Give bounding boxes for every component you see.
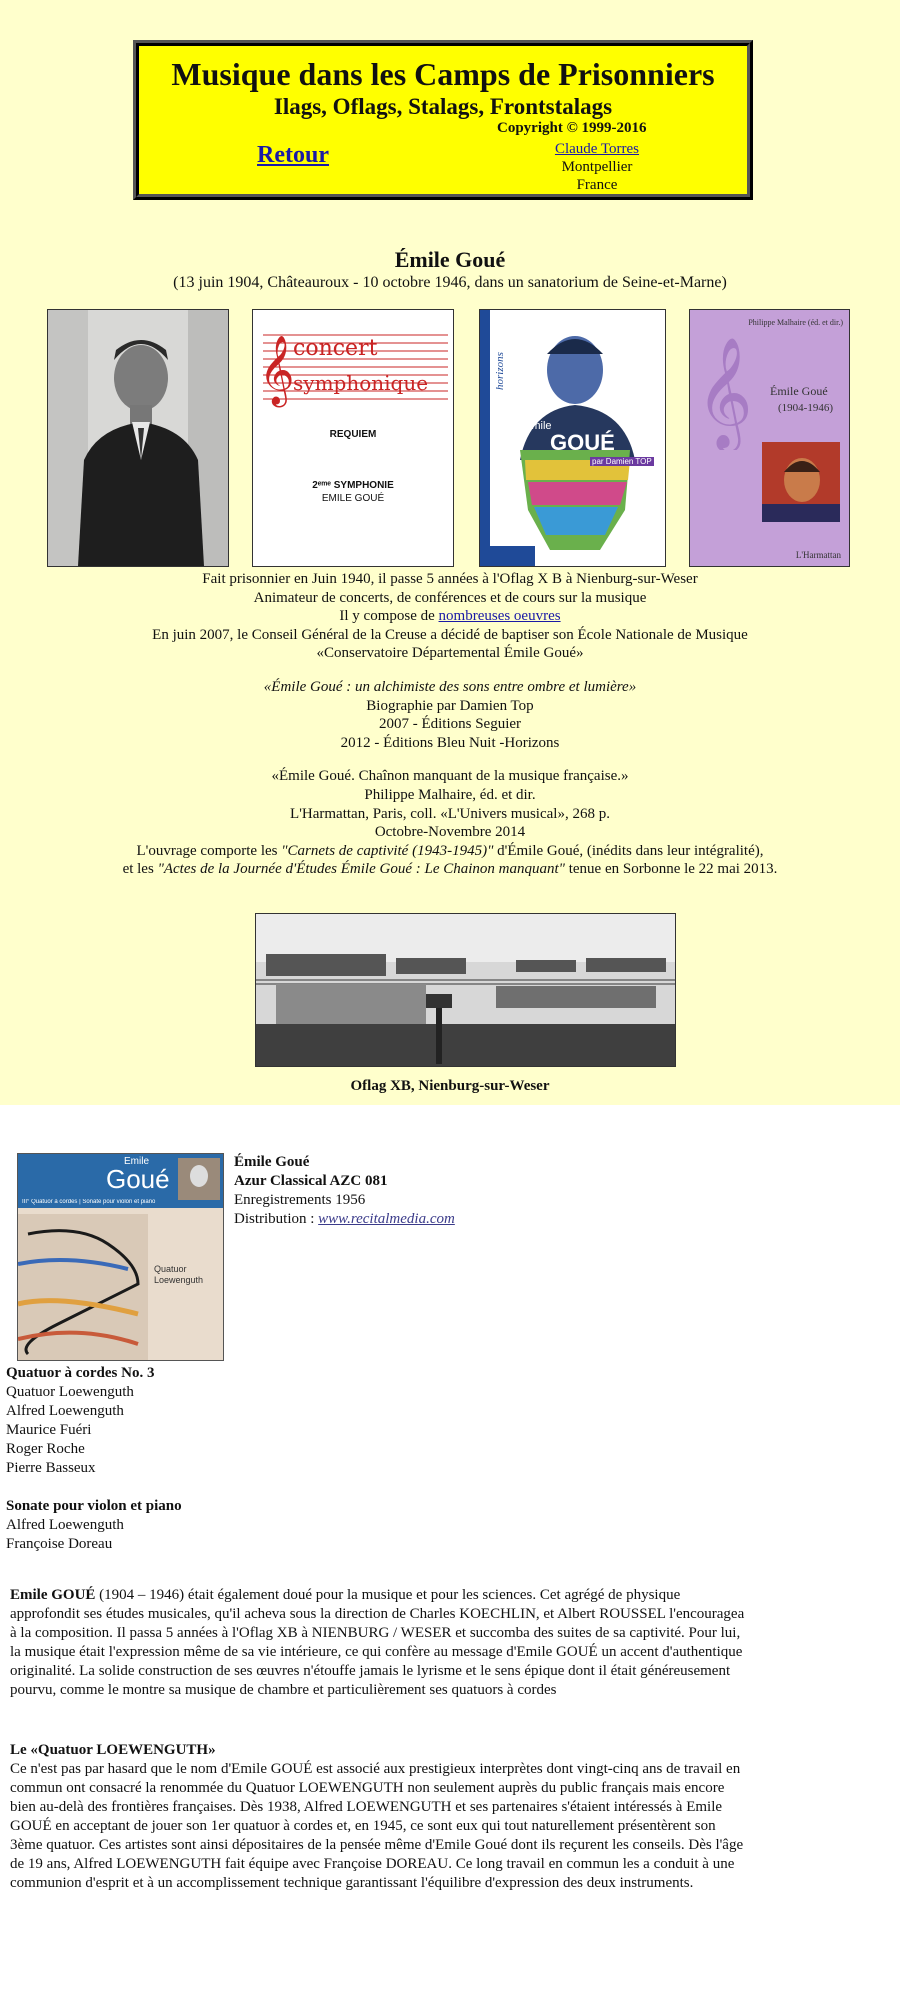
svg-text:concert: concert — [293, 336, 378, 361]
book2-line-5 — [0, 860, 900, 879]
page-subtitle: Ilags, Oflags, Stalags, Frontstalags — [273, 94, 613, 119]
bio-heading-2: Le «Quatuor LOEWENGUTH» — [10, 1742, 216, 1758]
book2-clef-icon — [696, 330, 766, 450]
track-1-player: Alfred Loewenguth — [6, 1403, 124, 1419]
score-line-3: EMILE GOUÉ — [321, 493, 385, 504]
cd-cover — [17, 1153, 224, 1361]
book1-name2: GOUÉ — [550, 430, 615, 455]
book2-line-5-post: tenue en Sorbonne le 22 mai 2013. — [564, 861, 778, 878]
book2-line-5-italic: "Actes de la Journée d'Études Émile Goué : Le Chainon manquant" — [157, 861, 565, 878]
cd-cover-name1: Emile — [124, 1156, 150, 1167]
cd-cover-name2: Goué — [106, 1164, 170, 1194]
track-2-player: Alfred Loewenguth — [6, 1517, 124, 1533]
book2-cover — [689, 309, 850, 567]
cd-composer: Émile Goué — [234, 1154, 310, 1170]
intro-line-2: Animateur de concerts, de conférences et de cours sur la musique — [253, 589, 647, 606]
composer-name: Émile Goué — [394, 247, 506, 272]
book1-line-2: 2007 - Éditions Seguier — [378, 716, 522, 733]
book1-name1: Émile — [524, 420, 552, 432]
book1-series: horizons — [494, 352, 506, 390]
retour-link[interactable]: Retour — [257, 142, 329, 168]
score-cover — [252, 309, 454, 567]
composer-dates: (13 juin 1904, Châteauroux - 10 octobre 1946, dans un sanatorium de Seine-et-Marne) — [173, 274, 727, 291]
intro-line-1: Fait prisonnier en Juin 1940, il passe 5 années à l'Oflag X B à Nienburg-sur-Weser — [202, 571, 698, 587]
book2-publisher: L'Harmattan — [795, 550, 841, 560]
track-2-player: Françoise Doreau — [6, 1536, 113, 1552]
title-banner — [133, 40, 753, 200]
oeuvres-link[interactable]: nombreuses oeuvres — [438, 608, 561, 625]
bio-paragraph-1 — [10, 1586, 750, 1700]
book1-line-1: Biographie par Damien Top — [366, 697, 534, 714]
book1-cover — [479, 309, 666, 567]
score-line-2: 2ᵉᵐᵉ SYMPHONIE — [312, 480, 394, 491]
track-1-player: Maurice Fuéri — [6, 1422, 92, 1438]
author-block — [517, 140, 677, 194]
book1-line-3: 2012 - Éditions Bleu Nuit -Horizons — [340, 734, 560, 751]
book2-line-4 — [0, 842, 900, 861]
camp-photo-image — [256, 914, 675, 1066]
author-country: France — [576, 177, 618, 193]
book2-title: Émile Goué — [770, 384, 828, 398]
book2-line-4-pre: L'ouvrage comporte les — [136, 842, 282, 859]
recitalmedia-link[interactable]: www.recitalmedia.com — [318, 1211, 455, 1227]
cd-recording: Enregistrements 1956 — [234, 1192, 366, 1208]
bio-text-1: (1904 – 1946) était également doué pour la musique et pour les sciences. Cet agrégé de physique approfondit ses études musicales, qu'il acheva sous la direction de Charles KOECHLIN, et Albert ROUSSEL l'encouragea à la composition. Il passa 5 années à l'Oflag XB à NIENBURG / WESER et succomba des suites de sa captivité. Pour lui, la musique était l'expression même de sa vie intérieure, ce qui confère au message d'Emile GOUÉ un accent d'authentique originalité. La solide construction de ses œuvres n'étouffe jamais le lyrisme et le sens épique dont il était généreusement pourvu, comme le montre sa musique de chambre et particulièrement ses quatuors à cordes — [10, 1587, 745, 1698]
book2-line-3: Octobre-Novembre 2014 — [374, 824, 526, 841]
cd-cover-q2: Loewenguth — [154, 1275, 204, 1285]
track-1-player: Roger Roche — [6, 1441, 85, 1457]
author-city: Montpellier — [561, 159, 633, 175]
book2-line-5-pre: et les — [122, 861, 158, 878]
cd-cover-sub: III° Quatuor à cordes | Sonate pour violon et piano — [22, 1199, 156, 1205]
cd-cover-q1: Quatuor — [154, 1264, 187, 1274]
cd-info — [234, 1153, 455, 1229]
cd-distribution-label: Distribution : — [234, 1211, 319, 1227]
intro-line-3-text: Il y compose de — [339, 608, 439, 625]
bio-text-2: Ce n'est pas par hasard que le nom d'Emile GOUÉ est associé aux prestigieux interprètes dont vingt-cinq ans de travail en commun ont consacré la renommée du Quatuor LOEWENGUTH non seulement auprès du public français mais encore bien au-delà des frontières françaises. Dès 1938, Alfred LOEWENGUTH et ses partenaires s'étaient intéressés à Emile GOUÉ en acceptant de jouer son 1er quatuor à cordes et, en 1945, ce sont eux qui tout naturellement présentèrent son 3ème quatuor. Ces artistes sont ainsi dépositaires de la pensée même d'Emile Goué dont ils reçurent les conseils. Dès l'âge de 19 ans, Alfred LOEWENGUTH fait équipe avec Françoise DOREAU. Ce long travail en commun les a conduit à une communion d'esprit et à un accomplissement technique garantissant l'équilibre d'expression des deux instruments. — [10, 1761, 744, 1891]
book2-line-4-italic: "Carnets de captivité (1943-1945)" — [281, 842, 494, 859]
bio-paragraph-2 — [10, 1741, 750, 1893]
copyright: Copyright © 1999-2016 — [497, 120, 647, 136]
svg-text:symphonique: symphonique — [293, 371, 429, 395]
score-line-1: REQUIEM — [329, 429, 377, 440]
composer-portrait — [47, 309, 229, 567]
camp-photo — [255, 913, 676, 1067]
book1-title: «Émile Goué : un alchimiste des sons entre ombre et lumière» — [263, 678, 637, 695]
track-1-player: Quatuor Loewenguth — [6, 1384, 134, 1400]
intro-line-5: «Conservatoire Départemental Émile Goué» — [316, 645, 584, 662]
portrait-image — [48, 310, 228, 566]
book2-title-line: «Émile Goué. Chaînon manquant de la musique française.» — [271, 768, 629, 785]
intro-line-3 — [0, 607, 900, 626]
book2-line-1: Philippe Malhaire, éd. et dir. — [364, 786, 536, 803]
tracklist — [6, 1364, 182, 1554]
book1-author: par Damien TOP — [592, 457, 652, 466]
cd-label: Azur Classical AZC 081 — [234, 1173, 388, 1189]
track-1-title: Quatuor à cordes No. 3 — [6, 1365, 155, 1381]
camp-caption: Oflag XB, Nienburg-sur-Weser — [350, 1078, 550, 1094]
intro-line-4: En juin 2007, le Conseil Général de la Creuse a décidé de baptiser son École Nationale de Musique — [152, 626, 748, 643]
svg-text:𝄞: 𝄞 — [259, 335, 295, 405]
intro-block — [0, 570, 900, 879]
cd-distribution — [234, 1210, 455, 1229]
track-2-title: Sonate pour violon et piano — [6, 1498, 182, 1514]
book2-years: (1904-1946) — [778, 402, 833, 414]
track-1-player: Pierre Basseux — [6, 1460, 96, 1476]
author-link[interactable]: Claude Torres — [554, 141, 640, 157]
page-title: Musique dans les Camps de Prisonniers — [171, 56, 715, 92]
book2-line-4-post: d'Émile Goué, (inédits dans leur intégralité), — [493, 842, 764, 859]
bio-name: Emile GOUÉ — [10, 1587, 96, 1603]
svg-text:𝄞: 𝄞 — [696, 336, 753, 448]
book2-portrait — [762, 442, 840, 522]
book2-line-2: L'Harmattan, Paris, coll. «L'Univers musical», 268 p. — [290, 805, 610, 822]
book2-editor: Philippe Malhaire (éd. et dir.) — [748, 318, 843, 327]
